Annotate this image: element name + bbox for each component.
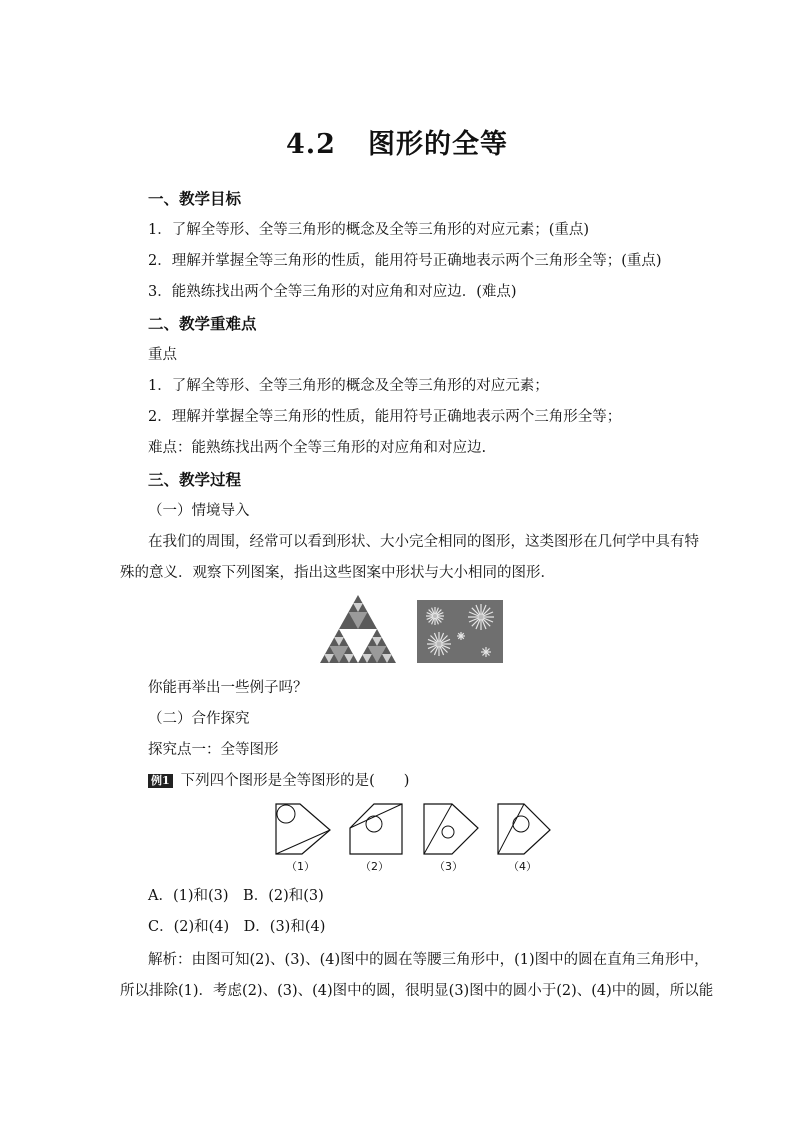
explore-point-1: 探究点一：全等图形 — [148, 742, 279, 758]
question-line: 你能再举出一些例子吗？ — [148, 680, 308, 696]
analysis-line-2: 所以排除(1)．考虑(2)、(3)、(4)图中的圆，很明显(3)图中的圆小于(2)、(4)中的圆，所以能 — [120, 983, 714, 999]
section-number: 4.2 — [286, 129, 336, 160]
heading-key-points: 二、教学重难点 — [148, 314, 257, 333]
goal-item-2: 2．理解并掌握全等三角形的性质，能用符号正确地表示两个三角形全等；(重点) — [148, 253, 662, 269]
goal-item-1: 1．了解全等形、全等三角形的概念及全等三角形的对应元素；(重点) — [148, 222, 590, 238]
key-label: 重点 — [148, 347, 177, 363]
options-line-1: A．(1)和(3) B．(2)和(3) — [148, 888, 324, 904]
example-1-line — [148, 771, 409, 791]
key-item-2: 2．理解并掌握全等三角形的性质，能用符号正确地表示两个三角形全等； — [148, 409, 622, 425]
example-tag: 例1 — [148, 774, 173, 788]
sierpinski-triangle-figure — [320, 595, 396, 663]
options-line-2: C．(2)和(4) D．(3)和(4) — [148, 919, 326, 935]
heading-teaching-goals: 一、教学目标 — [148, 189, 242, 208]
subheading-explore: （二）合作探究 — [148, 711, 250, 727]
subheading-intro: （一）情境导入 — [148, 503, 250, 519]
figure-shape-2 — [346, 802, 408, 856]
analysis-line-1: 解析：由图可知(2)、(3)、(4)图中的圆在等腰三角形中，(1)图中的圆在直角三角形中， — [148, 952, 709, 968]
example-question: 下列四个图形是全等图形的是( ) — [180, 773, 410, 789]
section-title: 图形的全等 — [367, 129, 508, 160]
figure-shape-3 — [420, 802, 482, 856]
page-title — [0, 122, 794, 161]
flower-pattern-figure — [417, 600, 503, 663]
difficulty-line: 难点：能熟练找出两个全等三角形的对应角和对应边. — [148, 440, 487, 456]
figure-caption-2: （2） — [360, 860, 389, 873]
figure-caption-1: （1） — [286, 860, 315, 873]
figure-caption-3: （3） — [434, 860, 463, 873]
key-item-1: 1．了解全等形、全等三角形的概念及全等三角形的对应元素； — [148, 378, 549, 394]
heading-teaching-process: 三、教学过程 — [148, 470, 242, 489]
goal-item-3: 3．能熟练找出两个全等三角形的对应角和对应边．(难点) — [148, 284, 517, 300]
figure-caption-4: （4） — [508, 860, 537, 873]
intro-paragraph-line2: 殊的意义．观察下列图案，指出这些图案中形状与大小相同的图形． — [120, 565, 555, 581]
intro-paragraph-line1: 在我们的周围，经常可以看到形状、大小完全相同的图形，这类图形在几何学中具有特 — [148, 534, 699, 550]
figure-shape-1 — [272, 802, 334, 856]
figure-shape-4 — [494, 802, 556, 856]
